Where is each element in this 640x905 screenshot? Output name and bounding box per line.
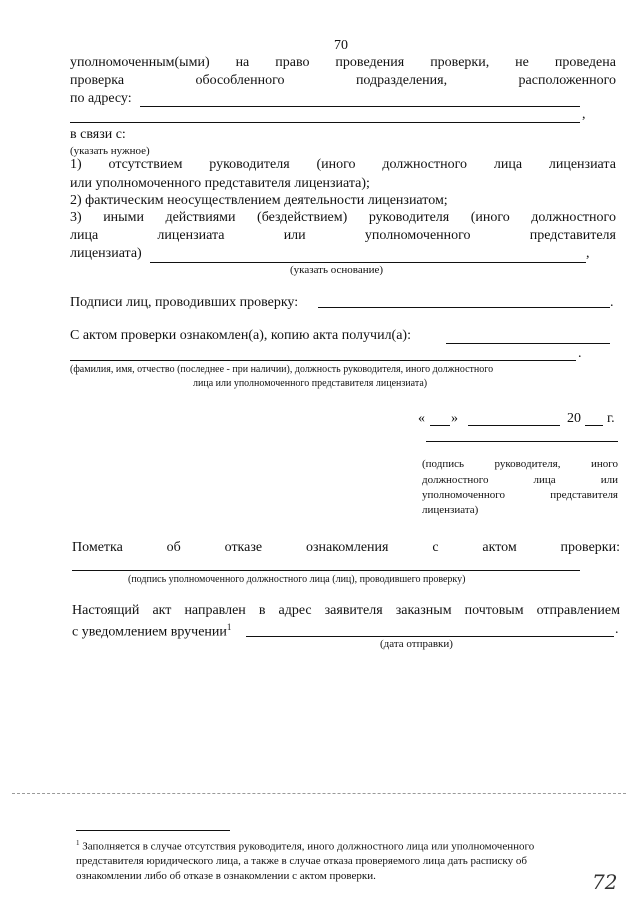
inspectors-end: . — [610, 295, 614, 310]
word: Настоящий — [72, 603, 140, 618]
reasons-hint: (указать нужное) — [70, 145, 150, 157]
basis-hint: (указать основание) — [290, 264, 384, 276]
word: отправлением — [536, 603, 620, 618]
word: с — [432, 540, 439, 555]
word: лица — [70, 228, 99, 243]
word: ознакомления — [305, 540, 389, 555]
word: в — [258, 603, 266, 618]
footnote-text: Заполняется в случае отсутствия руководителя, иного должностного лица или уполномоченного — [82, 840, 535, 853]
inspectors-label: Подписи лиц, проводивших проверку: — [70, 295, 299, 310]
word: на — [235, 55, 250, 70]
word: направлен — [184, 603, 246, 618]
word: адрес — [278, 603, 312, 618]
mailing-label-text: с уведомлением вручении — [72, 624, 227, 640]
reasons-intro: в связи с: — [70, 127, 126, 142]
word: должностного — [422, 474, 489, 486]
word: не — [515, 55, 529, 70]
refusal-signature-field[interactable] — [72, 570, 580, 571]
word: представителя — [529, 228, 616, 243]
word: проведена — [554, 55, 616, 70]
signature-hint-line1 — [422, 458, 618, 470]
scan-artifact-line — [12, 793, 626, 794]
mailing-hint: (дата отправки) — [380, 638, 453, 650]
footnote-separator — [76, 830, 230, 831]
name-hint-line2: лица или уполномоченного представителя лицензиата) — [193, 378, 428, 389]
word: заказным — [395, 603, 452, 618]
signature-hint-line3 — [422, 489, 618, 501]
reason-2: 2) фактическим неосуществлением деятельности лицензиатом; — [70, 193, 448, 208]
acquainted-field-1[interactable] — [446, 343, 610, 344]
date-month-field[interactable] — [468, 425, 560, 426]
word: обособленного — [195, 73, 285, 88]
acquainted-label: С актом проверки ознакомлен(а), копию акта получил(а): — [70, 328, 411, 343]
word: Пометка — [72, 540, 123, 555]
reason-1-line1 — [70, 157, 616, 173]
word: руководителя — [209, 157, 290, 172]
address-field[interactable] — [140, 106, 580, 107]
name-hint-line1: (фамилия, имя, отчество (последнее - при наличии), должность руководителя, иного должностного — [70, 364, 494, 375]
refusal-label — [72, 540, 620, 556]
mailing-line1 — [72, 603, 620, 619]
signature-hint-line4: лицензиата) — [422, 504, 479, 516]
acquainted-field-2[interactable] — [70, 360, 576, 361]
word: лицензиата — [157, 228, 225, 243]
refusal-hint: (подпись уполномоченного должностного лица (лиц), проводившего проверку) — [128, 574, 466, 585]
word: представителя — [550, 489, 618, 501]
word: почтовым — [464, 603, 524, 618]
word: руководителя, — [494, 458, 561, 470]
date-year-suffix: г. — [607, 411, 615, 426]
word: лица — [533, 474, 556, 486]
word: иного — [590, 458, 618, 470]
page-number: 70 — [334, 38, 348, 53]
head-signature-field[interactable] — [426, 441, 618, 442]
footnote-ref: 1 — [226, 622, 232, 632]
word: или — [283, 228, 306, 243]
word: 1) — [70, 157, 82, 172]
word: расположенного — [518, 73, 616, 88]
word: уполномоченного — [422, 489, 506, 501]
word: (подпись — [422, 458, 465, 470]
word: об — [166, 540, 181, 555]
word: проведения — [335, 55, 405, 70]
word: лица — [493, 157, 523, 172]
date-day-field[interactable] — [430, 425, 450, 426]
p1-line2 — [70, 73, 616, 89]
reason-3-field[interactable] — [150, 262, 586, 263]
word: уполномоченного — [364, 228, 471, 243]
word: действиями — [165, 210, 236, 225]
reason-3-line1 — [70, 210, 616, 226]
signature-hint-line2 — [422, 474, 618, 486]
footnote-mark: 1 — [76, 839, 80, 847]
word: должностного — [531, 210, 616, 225]
word: должностного — [382, 157, 468, 172]
reason-3-end: , — [586, 246, 590, 261]
footnote-line3: ознакомлении либо об отказе в ознакомлении с актом проверки. — [76, 870, 376, 882]
mailing-date-field[interactable] — [246, 636, 614, 637]
word: уполномоченным(ыми) — [70, 55, 210, 70]
word: актом — [482, 540, 517, 555]
date-year-prefix: 20 — [567, 411, 581, 426]
word: проверка — [70, 73, 125, 88]
date-close-quote: » — [451, 411, 458, 426]
inspectors-signature-field[interactable] — [318, 307, 610, 308]
word: руководителя — [368, 210, 450, 225]
acquainted-end: . — [578, 346, 582, 361]
word: или — [600, 474, 618, 486]
word: право — [275, 55, 310, 70]
word: (иного — [316, 157, 356, 172]
reason-1-line2: или уполномоченного представителя лицензиата); — [70, 176, 370, 191]
reason-3-line3-label: лицензиата) — [70, 246, 142, 261]
word: лицензиата — [548, 157, 616, 172]
handwritten-page-number: 72 — [592, 870, 618, 894]
address-label: по адресу: — [70, 91, 132, 106]
reason-3-line2 — [70, 228, 616, 244]
word: отказе — [224, 540, 263, 555]
mailing-end: . — [615, 622, 619, 637]
footnote-line1 — [76, 839, 534, 853]
address-field-2[interactable] — [70, 122, 580, 123]
word: иными — [103, 210, 144, 225]
word: проверки: — [560, 540, 620, 555]
word: акт — [152, 603, 172, 618]
word: отсутствием — [108, 157, 183, 172]
word: 3) — [70, 210, 82, 225]
word: (бездействием) — [257, 210, 348, 225]
date-year-field[interactable] — [585, 425, 603, 426]
mailing-line2-label — [72, 622, 231, 641]
word: заявителя — [324, 603, 383, 618]
word: подразделения, — [355, 73, 448, 88]
word: проверки, — [430, 55, 490, 70]
address-end: , — [582, 107, 586, 122]
footnote-line2: представителя юридического лица, а также в случае отказа проверяемого лица дать расписку об — [76, 855, 527, 867]
word: (иного — [470, 210, 510, 225]
p1-line1 — [70, 55, 616, 71]
date-open-quote: « — [418, 411, 425, 426]
